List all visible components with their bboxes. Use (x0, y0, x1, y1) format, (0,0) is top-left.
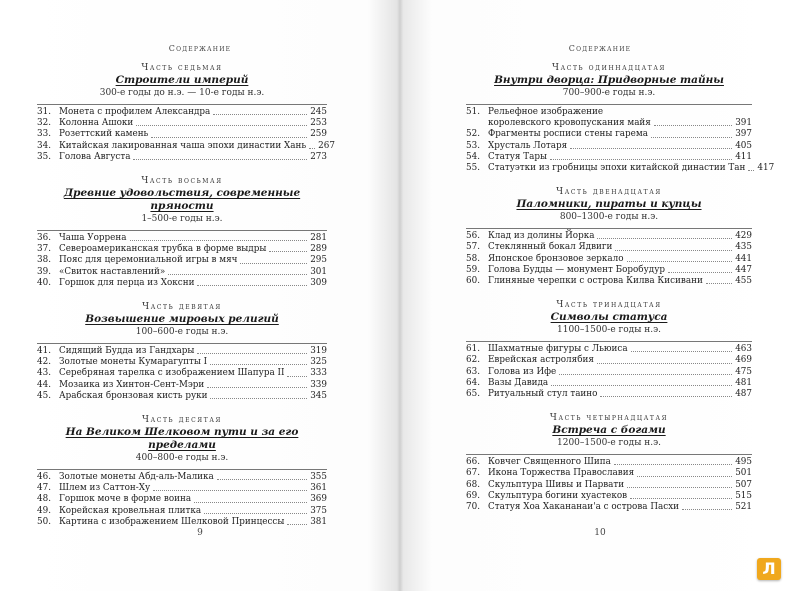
contents-entry (466, 491, 752, 502)
entry-title: Мозаика из Хинтон-Сент-Мэри (59, 379, 205, 390)
dot-leader (210, 398, 307, 399)
entry-number: 61. (466, 344, 480, 355)
part-title: Символы статуса (550, 311, 668, 324)
entry-page: 301 (310, 266, 327, 277)
dot-leader (151, 137, 307, 138)
contents-entry (466, 344, 752, 355)
part-number: Часть тринадцатая (556, 300, 662, 311)
entry-number: 68. (466, 479, 480, 490)
entry-number: 49. (37, 505, 51, 516)
entry-page: 333 (310, 368, 327, 379)
entry-number: 39. (37, 266, 51, 277)
dot-leader (197, 285, 307, 286)
dot-leader (551, 385, 732, 386)
entry-number: 45. (37, 390, 51, 401)
dot-leader (210, 364, 307, 365)
entry-number: 54. (466, 151, 480, 162)
entry-number: 52. (466, 129, 480, 140)
contents-part (37, 175, 327, 289)
part-number: Часть девятая (142, 302, 222, 313)
entry-title: Чаша Уоррена (59, 233, 127, 244)
entry-page: 361 (310, 483, 327, 494)
dot-leader (706, 283, 732, 284)
dot-leader (614, 464, 732, 465)
contents-entry (466, 254, 752, 265)
entry-title: Статуя Тары (488, 151, 547, 162)
entry-page: 435 (735, 242, 752, 253)
contents-entry (37, 244, 327, 255)
entry-number: 33. (37, 129, 51, 140)
part-dates: 700–900-е годы н.э. (562, 88, 656, 98)
entry-page: 339 (310, 379, 327, 390)
entry-title: королевского кровопускания майя (488, 118, 651, 129)
contents-entry (37, 472, 327, 483)
dot-leader (287, 524, 307, 525)
part-number: Часть двенадцатая (556, 187, 662, 198)
entry-page: 253 (310, 118, 327, 129)
entry-title: Клад из долины Йорка (488, 231, 595, 242)
entry-title: Стеклянный бокал Ядвиги (488, 242, 613, 253)
entry-number: 56. (466, 231, 480, 242)
contents-entry (466, 265, 752, 276)
chapter-list (37, 343, 327, 402)
entry-number: 44. (37, 379, 51, 390)
dot-leader (168, 274, 307, 275)
contents-entry (37, 278, 327, 289)
entry-title: Корейская кровельная плитка (59, 505, 202, 516)
dot-leader (682, 509, 732, 510)
entry-page: 267 (318, 140, 335, 151)
entry-number: 35. (37, 151, 51, 162)
running-header: Содержание (168, 44, 232, 53)
dot-leader (204, 513, 307, 514)
dot-leader (559, 374, 732, 375)
contents-part (466, 299, 752, 400)
entry-number: 47. (37, 483, 51, 494)
contents-entry (37, 118, 327, 129)
entry-title: Хрусталь Лотаря (488, 140, 568, 151)
contents-entry (37, 368, 327, 379)
entry-title: Икона Торжества Православия (488, 468, 635, 479)
entry-number: 65. (466, 389, 480, 400)
entry-number: 50. (37, 516, 51, 527)
contents-entry (466, 480, 752, 491)
part-title: Внутри дворца: Придворные тайны (494, 74, 724, 86)
entry-title: Шахматные фигуры с Льюиса (488, 344, 628, 355)
dot-leader (668, 272, 732, 273)
dot-leader (550, 159, 732, 160)
entry-page: 289 (310, 244, 327, 255)
entry-number: 62. (466, 355, 480, 366)
part-dates: 800–1300-е годы н.э. (559, 212, 659, 223)
entry-page: 429 (735, 231, 752, 242)
entry-title: Розеттский камень (59, 129, 149, 140)
entry-page: 319 (310, 346, 327, 357)
entry-number: 36. (37, 233, 51, 244)
dot-leader (651, 137, 732, 138)
entry-number: 31. (37, 107, 51, 117)
contents-entry (466, 242, 752, 253)
contents-part (37, 62, 335, 163)
entry-title: Золотые монеты Абд-аль-Малика (59, 472, 214, 483)
contents-entry (37, 129, 327, 140)
entry-title: Статуя Хоа Хакананаи'а с острова Пасхи (488, 502, 680, 513)
entry-page: 487 (735, 389, 752, 400)
contents-part (466, 62, 775, 174)
entry-number: 70. (466, 502, 480, 513)
contents-entry (466, 152, 752, 163)
entry-title: Скульптура богини хуастеков (488, 490, 628, 501)
contents-entry (466, 502, 752, 513)
contents-entry (466, 231, 752, 242)
contents-part (466, 412, 752, 513)
contents-entry (37, 107, 327, 118)
part-title: Строители империй (115, 74, 249, 86)
entry-number: 67. (466, 468, 480, 479)
dot-leader (153, 490, 307, 491)
entry-page: 447 (735, 264, 752, 275)
chapter-list (37, 469, 327, 528)
dot-leader (627, 261, 733, 262)
page-number: 10 (594, 528, 606, 538)
part-number: Часть одиннадцатая (552, 63, 666, 73)
entry-title: Горшок моче в форме воина (59, 494, 192, 505)
entry-title: Голова Будды — монумент Боробудур (488, 264, 665, 275)
entry-title: Арабская бронзовая кисть руки (59, 390, 208, 401)
dot-leader (600, 396, 732, 397)
contents-entry (37, 391, 327, 402)
dot-leader (631, 351, 733, 352)
dot-leader (287, 376, 307, 377)
contents-entry (37, 517, 327, 528)
entry-title: Японское бронзовое зеркало (488, 253, 624, 264)
running-header: Содержание (568, 44, 632, 53)
entry-number: 57. (466, 242, 480, 253)
entry-number: 64. (466, 377, 480, 388)
contents-entry (37, 483, 327, 494)
entry-number: 43. (37, 368, 51, 379)
entry-page: 397 (735, 129, 752, 140)
part-number: Часть восьмая (141, 176, 223, 187)
contents-entry (466, 389, 752, 400)
entry-title: Горшок для перца из Хоксни (59, 277, 195, 288)
entry-title: Колонна Ашоки (59, 118, 134, 129)
entry-number: 40. (37, 277, 51, 288)
contents-entry (466, 276, 752, 287)
part-number: Часть десятая (142, 415, 222, 426)
part-title: На Великом Шелковом пути и за его пределами (65, 426, 299, 452)
entry-page: 417 (757, 163, 775, 174)
dot-leader (213, 114, 307, 115)
entry-title: Рельефное изображение (488, 107, 604, 117)
entry-title: Шлем из Саттон-Ху (59, 483, 151, 494)
dot-leader (597, 363, 732, 364)
entry-number: 69. (466, 490, 480, 501)
entry-title: Ритуальный стул таино (488, 389, 598, 400)
entry-number: 60. (466, 276, 480, 287)
entry-page: 507 (735, 479, 752, 490)
contents-column (466, 62, 775, 525)
entry-title: Скульптура Шивы и Парвати (488, 479, 625, 490)
part-dates: 300-е годы до н.э. — 10-е годы н.э. (99, 88, 265, 98)
entry-title: Пояс для церемониальной игры в мяч (59, 255, 238, 266)
page-number: 9 (197, 528, 203, 538)
contents-entry (37, 255, 327, 266)
contents-entry (37, 233, 327, 244)
entry-title: Североамериканская трубка в форме выдры (59, 244, 267, 255)
contents-entry (466, 118, 752, 129)
contents-entry (466, 367, 752, 378)
dot-leader (217, 479, 307, 480)
entry-number: 66. (466, 457, 480, 468)
entry-page: 475 (735, 366, 752, 377)
entry-number: 48. (37, 494, 51, 505)
entry-title: Голова Августа (59, 151, 131, 162)
entry-title: Еврейская астролябия (488, 355, 594, 366)
chapter-list (466, 104, 775, 174)
dot-leader (309, 148, 315, 149)
entry-number: 42. (37, 357, 51, 368)
contents-entry (37, 494, 327, 505)
entry-title: Монета с профилем Александра (59, 107, 211, 117)
right-page (400, 0, 800, 591)
contents-entry (37, 357, 327, 368)
entry-page: 515 (735, 490, 752, 501)
contents-part (37, 414, 327, 528)
dot-leader (570, 148, 732, 149)
part-title: Паломники, пираты и купцы (516, 198, 702, 211)
entry-title: Сидящий Будда из Гандхары (59, 346, 195, 357)
chapter-list (466, 228, 752, 287)
entry-page: 469 (735, 355, 752, 366)
entry-title: Голова из Ифе (488, 366, 557, 377)
entry-page: 375 (310, 505, 327, 516)
contents-column (37, 62, 335, 540)
dot-leader (207, 387, 307, 388)
entry-page: 381 (310, 516, 327, 527)
contents-entry (466, 468, 752, 479)
entry-number: 55. (466, 163, 480, 174)
contents-entry (37, 152, 327, 163)
dot-leader (597, 238, 732, 239)
entry-title: Серебряная тарелка с изображением Шапура II (59, 368, 285, 379)
entry-page: 463 (735, 344, 752, 355)
entry-page: 345 (310, 390, 327, 401)
contents-entry (466, 129, 752, 140)
contents-entry (37, 140, 335, 152)
entry-number: 34. (37, 140, 51, 151)
contents-entry (466, 141, 752, 152)
contents-entry (37, 346, 327, 357)
dot-leader (136, 125, 307, 126)
part-dates: 1200–1500-е годы н.э. (557, 438, 661, 449)
entry-title: Глиняные черепки с острова Килва Кисивани (488, 276, 703, 287)
dot-leader (654, 125, 732, 126)
entry-page: 295 (310, 255, 327, 266)
part-title: Древние удовольствия, современные пряности (63, 187, 301, 213)
entry-title: Фрагменты росписи стены гарема (488, 129, 648, 140)
part-dates: 100–600-е годы н.э. (135, 327, 229, 338)
part-title: Встреча с богами (552, 424, 666, 437)
entry-page: 281 (310, 233, 327, 244)
entry-page: 481 (735, 377, 752, 388)
dot-leader (133, 159, 307, 160)
contents-entry (37, 267, 327, 278)
labirint-logo-icon: Л (757, 558, 781, 580)
entry-page: 495 (735, 457, 752, 468)
part-number: Часть четырнадцатая (549, 413, 669, 424)
entry-page: 309 (310, 277, 327, 288)
dot-leader (637, 476, 732, 477)
entry-title: Картина с изображением Шелковой Принцессы (59, 516, 285, 527)
contents-entry (466, 355, 752, 366)
dot-leader (630, 498, 732, 499)
entry-number: 58. (466, 253, 480, 264)
dot-leader (194, 502, 307, 503)
contents-entry (466, 457, 752, 468)
dot-leader (615, 250, 732, 251)
contents-entry (37, 380, 327, 391)
entry-page: 455 (735, 276, 752, 287)
contents-entry (466, 163, 775, 174)
entry-page: 441 (735, 253, 752, 264)
contents-entry (466, 378, 752, 389)
entry-number: 63. (466, 366, 480, 377)
entry-page: 405 (735, 140, 752, 151)
chapter-list (466, 454, 752, 513)
entry-page: 273 (310, 151, 327, 162)
entry-page: 245 (310, 107, 327, 117)
contents-entry (466, 107, 752, 118)
chapter-list (37, 104, 335, 163)
entry-number: 37. (37, 244, 51, 255)
entry-number: 53. (466, 140, 480, 151)
entry-title: Вазы Давида (488, 377, 549, 388)
entry-number: 59. (466, 264, 480, 275)
part-number: Часть седьмая (141, 63, 223, 73)
entry-number: 32. (37, 118, 51, 129)
dot-leader (197, 353, 307, 354)
dot-leader (240, 263, 307, 264)
entry-page: 521 (735, 502, 752, 513)
entry-number: 41. (37, 346, 51, 357)
entry-title: Китайская лакированная чаша эпохи династии Хань (59, 140, 307, 151)
entry-number: 51. (466, 107, 480, 117)
chapter-list (466, 341, 752, 400)
contents-part (466, 186, 752, 287)
dot-leader (269, 251, 307, 252)
entry-page: 501 (735, 468, 752, 479)
entry-title: Ковчег Священного Шипа (488, 457, 611, 468)
dot-leader (627, 487, 732, 488)
entry-page: 391 (735, 118, 752, 129)
entry-page: 355 (310, 472, 327, 483)
part-dates: 1100–1500-е годы н.э. (557, 325, 661, 336)
entry-page: 259 (310, 129, 327, 140)
entry-title: Статуэтки из гробницы эпохи китайской династии Тан (488, 163, 746, 174)
contents-entry (37, 506, 327, 517)
entry-number: 46. (37, 472, 51, 483)
entry-page: 325 (310, 357, 327, 368)
chapter-list (37, 230, 327, 289)
part-title: Возвышение мировых религий (85, 313, 279, 326)
contents-part (37, 301, 327, 402)
part-dates: 400–800-е годы н.э. (135, 453, 229, 464)
part-dates: 1–500-е годы н.э. (141, 214, 223, 225)
entry-page: 369 (310, 494, 327, 505)
entry-page: 411 (735, 151, 752, 162)
dot-leader (130, 240, 308, 241)
entry-title: «Свиток наставлений» (59, 266, 166, 277)
entry-title: Золотые монеты Кумарагупты I (59, 357, 208, 368)
entry-number: 38. (37, 255, 51, 266)
dot-leader (748, 170, 754, 171)
